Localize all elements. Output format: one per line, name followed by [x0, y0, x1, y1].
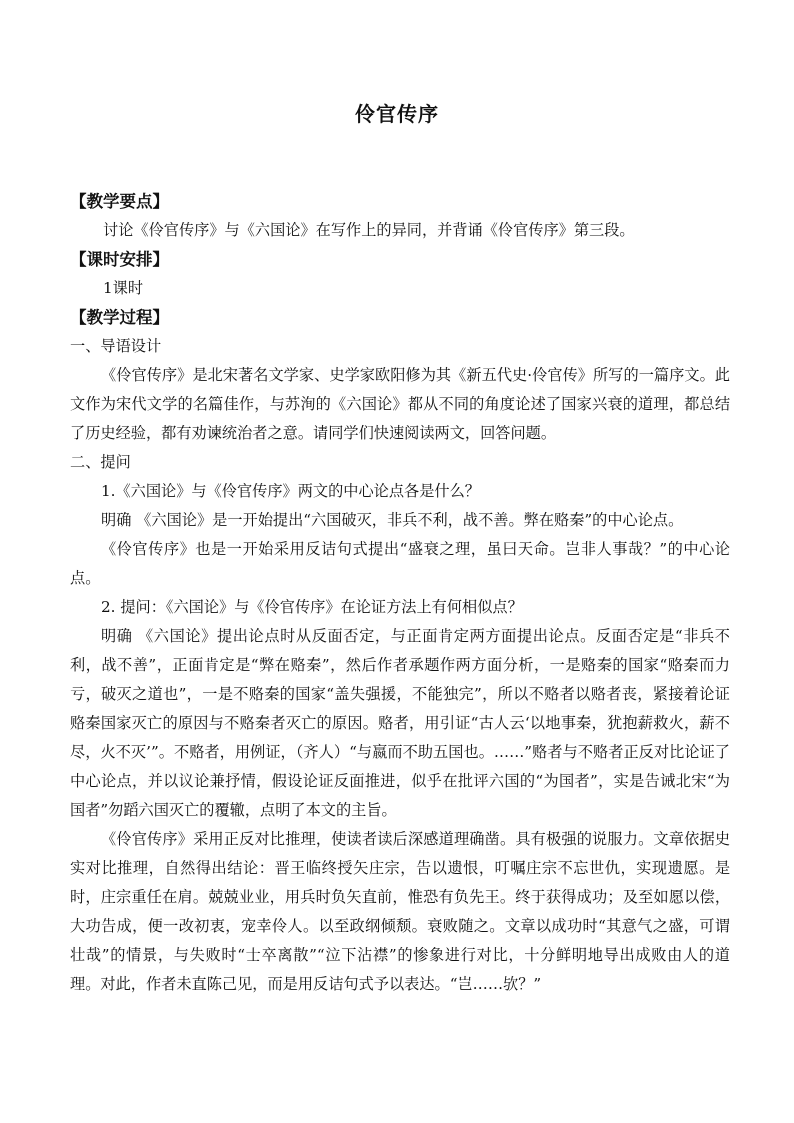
teaching-points-text: 讨论《伶官传序》与《六国论》在写作上的异同，并背诵《伶官传序》第三段。 — [103, 221, 635, 239]
answer-2-paragraph-1: 明确 《六国论》提出论点时从反面否定，与正面肯定两方面提出论点。反面否定是“非兵不利，战不善”，正面肯定是“弊在赂秦”，然后作者承题作两方面分析，一是赂秦的国家“赂秦而力亏，破灭之道也”，一是不赂秦的国家“盖失强援，不能独完”，所以不赂者以赂者丧，紧接着论证赂秦国家灭亡的原因与不赂秦者灭亡的原因。赂者，用引证“古人云‘以地事秦，犹抱薪救火，薪不尽，火不灭’”。不赂者，用例证，（齐人）“与嬴而不助五国也。……”赂者与不赂者正反对比论证了中心论点，并以议论兼抒情，假设论证反面推进，似乎在批评六国的“为国者”，实是告诫北宋“为国者”勿蹈六国灭亡的覆辙，点明了本文的主旨。 — [70, 627, 730, 819]
part1-paragraph: 《伶官传序》是北宋著名文学家、史学家欧阳修为其《新五代史·伶官传》所写的一篇序文。此文作为宋代文学的名篇佳作，与苏洵的《六国论》都从不同的角度论述了国家兴衰的道理，都总结了历史经验，都有劝谏统治者之意。请同学们快速阅读两文，回答问题。 — [70, 366, 730, 442]
section-heading-schedule: 【课时安排】 — [70, 250, 169, 269]
page-title: 伶官传序 — [355, 102, 439, 126]
answer-1-paragraph-2: 《伶官传序》也是一开始采用反诘句式提出“盛衰之理，虽曰天命。岂非人事哉？”的中心论点。 — [70, 540, 730, 587]
question-1: 1.《六国论》与《伶官传序》两文的中心论点各是什么？ — [101, 482, 480, 500]
section-heading-process: 【教学过程】 — [70, 308, 169, 327]
answer-1-paragraph-1: 明确 《六国论》是一开始提出“六国破灭，非兵不利，战不善。弊在赂秦”的中心论点。 — [101, 511, 684, 529]
part2-heading: 二、提问 — [70, 453, 131, 471]
document-body — [70, 187, 730, 999]
answer-2-paragraph-2: 《伶官传序》采用正反对比推理，使读者读后深感道理确凿。具有极强的说服力。文章依据史实对比推理，自然得出结论：晋王临终授矢庄宗，告以遗恨，叮嘱庄宗不忘世仇，实现遗愿。是时，庄宗重任在肩。兢兢业业，用兵时负矢直前，惟恐有负先王。终于获得成功；及至如愿以偿，大功告成，便一改初衷，宠幸伶人。以至政纲倾颓。衰败随之。文章以成功时“其意气之盛，可谓壮哉”的情景，与失败时“士卒离散”“泣下沾襟”的惨象进行对比，十分鲜明地导出成败由人的道理。对此，作者未直陈己见，而是用反诘句式予以表达。“岂……欤？” — [70, 830, 730, 993]
section-heading-teaching-points: 【教学要点】 — [70, 192, 169, 211]
part1-heading: 一、导语设计 — [70, 337, 162, 355]
schedule-text: 1课时 — [103, 279, 144, 297]
question-2: 2. 提问：《六国论》与《伶官传序》在论证方法上有何相似点？ — [101, 598, 523, 616]
